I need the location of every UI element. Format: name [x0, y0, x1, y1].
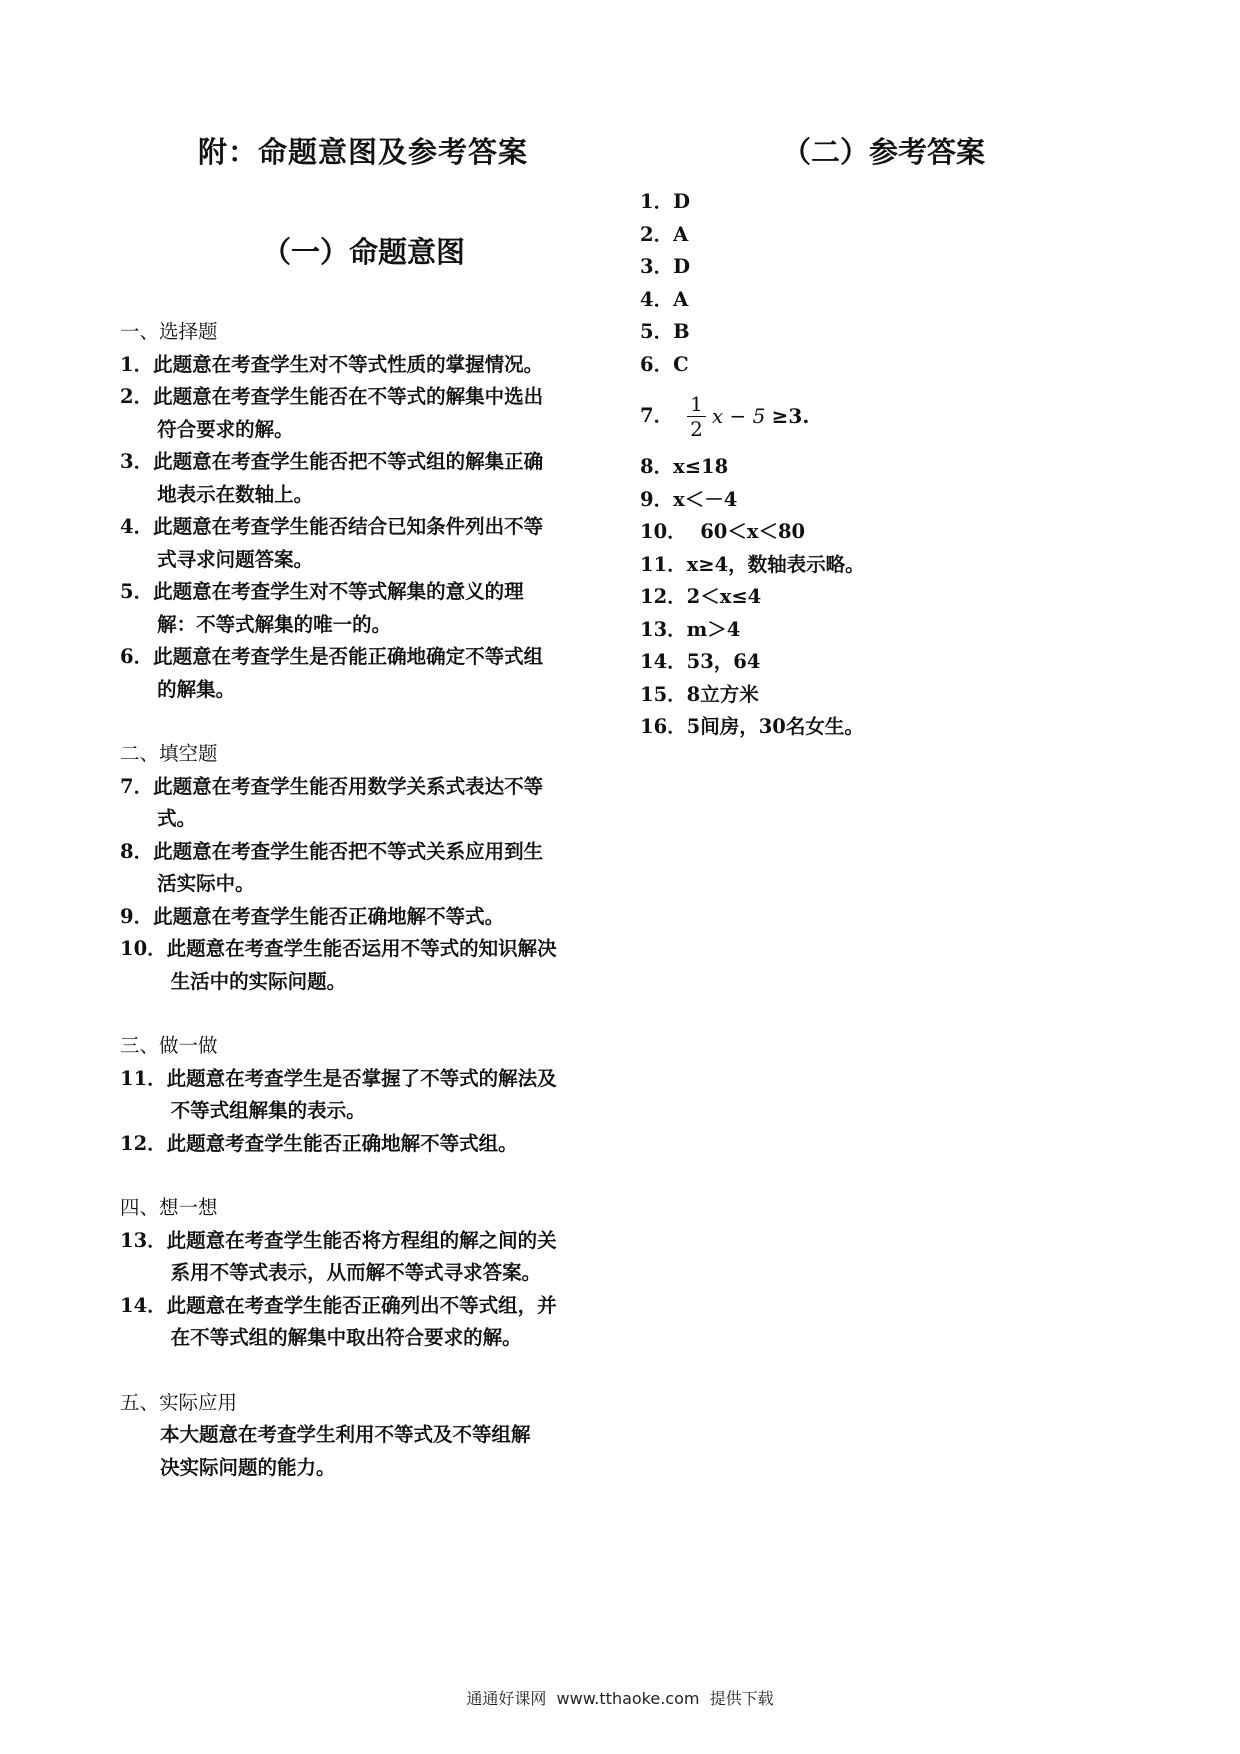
- intent-item: [120, 836, 610, 901]
- answer-row: [640, 581, 1040, 614]
- answer-value: x≥4，数轴表示略。: [686, 552, 865, 576]
- answer-number: 7．: [640, 403, 674, 427]
- intent-item: [120, 446, 610, 511]
- answer-row: [640, 251, 1040, 284]
- item-text: 此题意在考查学生能否用数学关系式表达不等: [153, 774, 544, 798]
- answer-value: B: [673, 320, 690, 343]
- item-text: 此题意在考查学生能否正确地解不等式。: [153, 904, 505, 928]
- section-heading: 二、填空题: [120, 742, 218, 765]
- item-text-continued: 符合要求的解。: [157, 417, 294, 441]
- answer-number: 1．: [640, 190, 674, 213]
- answer-number: 12．: [640, 585, 687, 608]
- item-text-continued: 的解集。: [157, 677, 236, 701]
- answer-number: 3．: [640, 255, 674, 278]
- intent-section-fill: [120, 738, 610, 998]
- answer-value: 8立方米: [686, 682, 759, 706]
- answer-value: 60＜x＜80: [686, 520, 806, 543]
- intent-item: [120, 1225, 610, 1290]
- item-text-continued: 生活中的实际问题。: [170, 969, 347, 993]
- answer-value: A: [673, 222, 689, 246]
- item-text: 此题意在考查学生能否结合已知条件列出不等: [153, 515, 544, 538]
- intent-section-think: [120, 1192, 610, 1355]
- answer-number: 9．: [640, 487, 674, 511]
- answer-value: D: [673, 190, 690, 213]
- item-text-continued: 解：不等式解集的唯一的。: [157, 612, 392, 636]
- item-number: 11．: [120, 1066, 167, 1090]
- answers-section-title: （二）参考答案: [782, 135, 986, 169]
- answer-value: C: [673, 352, 689, 376]
- intent-column: [120, 316, 610, 1484]
- intent-item: [120, 933, 610, 998]
- item-number: 14．: [120, 1293, 167, 1317]
- intent-item: [120, 771, 610, 836]
- item-text: 此题意在考查学生能否把不等式关系应用到生: [153, 839, 544, 863]
- section-heading: 五、实际应用: [120, 1390, 238, 1414]
- answer-row: [640, 711, 1040, 744]
- item-text: 此题意在考查学生是否能正确地确定不等式组: [153, 645, 544, 668]
- answer-number: 6．: [640, 352, 674, 376]
- intent-item: [120, 511, 610, 576]
- item-text: 此题意在考查学生对不等式解集的意义的理: [153, 580, 524, 603]
- intent-section-do: [120, 1030, 610, 1160]
- answer-value: 2＜x≤4: [686, 585, 762, 608]
- item-text-continued: 式寻求问题答案。: [157, 547, 314, 571]
- item-number: 9．: [120, 904, 154, 928]
- answer-row: [640, 646, 1040, 679]
- intent-item: [120, 1063, 610, 1128]
- answer-value: 53，64: [686, 650, 761, 673]
- item-text: 此题意在考查学生对不等式性质的掌握情况。: [153, 352, 544, 376]
- item-text-continued: 在不等式组的解集中取出符合要求的解。: [170, 1326, 522, 1349]
- answer-number: 13．: [640, 617, 687, 641]
- intent-item: [120, 1290, 610, 1355]
- fraction-numerator: 1: [687, 392, 706, 417]
- item-number: 10．: [120, 937, 167, 960]
- section-heading: 一、选择题: [120, 320, 218, 343]
- item-number: 4．: [120, 515, 154, 538]
- expression-rest: x − 5: [711, 403, 772, 428]
- item-text: 此题意在考查学生能否把不等式组的解集正确: [153, 450, 544, 473]
- answer-row: [640, 219, 1040, 252]
- section-heading: 四、想一想: [120, 1196, 218, 1219]
- answer-number: 4．: [640, 287, 674, 311]
- intent-section-application: [120, 1387, 610, 1485]
- expression-inequality: ≥3.: [771, 403, 810, 428]
- intent-item: [120, 349, 610, 382]
- answer-number: 5．: [640, 320, 674, 343]
- item-text: 此题意在考查学生能否在不等式的解集中选出: [153, 385, 544, 408]
- item-number: 3．: [120, 450, 154, 473]
- intent-item: [120, 1128, 610, 1161]
- document-title: 附：命题意图及参考答案: [198, 135, 529, 169]
- answer-row: [640, 549, 1040, 582]
- item-text: 此题意在考查学生能否运用不等式的知识解决: [166, 937, 557, 960]
- item-number: 8．: [120, 839, 154, 863]
- answer-row: [640, 614, 1040, 647]
- answer-row-fraction: [640, 381, 1040, 451]
- item-text-continued: 地表示在数轴上。: [157, 482, 314, 506]
- item-text-continued: 活实际中。: [157, 872, 255, 895]
- item-text: 此题意考查学生能否正确地解不等式组。: [166, 1131, 518, 1155]
- intent-section-title: （一）命题意图: [262, 235, 466, 269]
- answer-number: 2．: [640, 222, 674, 246]
- answer-number: 11．: [640, 552, 687, 576]
- answer-row: [640, 349, 1040, 382]
- item-number: 7．: [120, 774, 154, 798]
- answer-row: [640, 679, 1040, 712]
- item-text-continued: 不等式组解集的表示。: [170, 1099, 366, 1122]
- section-note-line: 本大题意在考查学生利用不等式及不等组解: [160, 1423, 531, 1446]
- page-footer: 通通好课网 www.tthaoke.com 提供下载: [466, 1689, 774, 1708]
- item-text: 此题意在考查学生是否掌握了不等式的解法及: [166, 1066, 557, 1090]
- intent-item: [120, 901, 610, 934]
- intent-item: [120, 576, 610, 641]
- answer-row: [640, 516, 1040, 549]
- item-number: 13．: [120, 1228, 167, 1252]
- answer-number: 16．: [640, 715, 687, 738]
- answer-value: x≤18: [673, 455, 729, 478]
- item-text: 此题意在考查学生能否将方程组的解之间的关: [166, 1228, 557, 1252]
- answer-value: A: [673, 287, 689, 311]
- answers-column: [640, 186, 1040, 744]
- section-heading: 三、做一做: [120, 1034, 218, 1057]
- section-note-line: 决实际问题的能力。: [160, 1455, 336, 1479]
- answer-value: 5间房，30名女生。: [686, 715, 864, 738]
- item-number: 2．: [120, 385, 154, 408]
- item-number: 12．: [120, 1131, 167, 1155]
- item-text-continued: 系用不等式表示，从而解不等式寻求答案。: [170, 1261, 542, 1284]
- answer-number: 8．: [640, 455, 674, 478]
- intent-item: [120, 641, 610, 706]
- item-number: 6．: [120, 645, 154, 668]
- answer-number: 10．: [640, 520, 687, 543]
- answer-value: m＞4: [686, 617, 741, 641]
- answer-row: [640, 186, 1040, 219]
- item-number: 1．: [120, 352, 154, 376]
- fraction-denominator: 2: [690, 416, 703, 441]
- answer-row: [640, 451, 1040, 484]
- intent-section-choice: [120, 316, 610, 706]
- item-number: 5．: [120, 580, 154, 603]
- item-text: 此题意在考查学生能否正确列出不等式组，并: [166, 1293, 557, 1317]
- item-text-continued: 式。: [157, 807, 197, 830]
- answer-number: 14．: [640, 650, 687, 673]
- intent-item: [120, 381, 610, 446]
- answer-value: D: [673, 255, 690, 278]
- fraction: [687, 392, 706, 441]
- answer-row: [640, 316, 1040, 349]
- answer-number: 15．: [640, 682, 687, 706]
- answer-value: x＜－4: [673, 487, 738, 511]
- answer-row: [640, 284, 1040, 317]
- answer-row: [640, 484, 1040, 517]
